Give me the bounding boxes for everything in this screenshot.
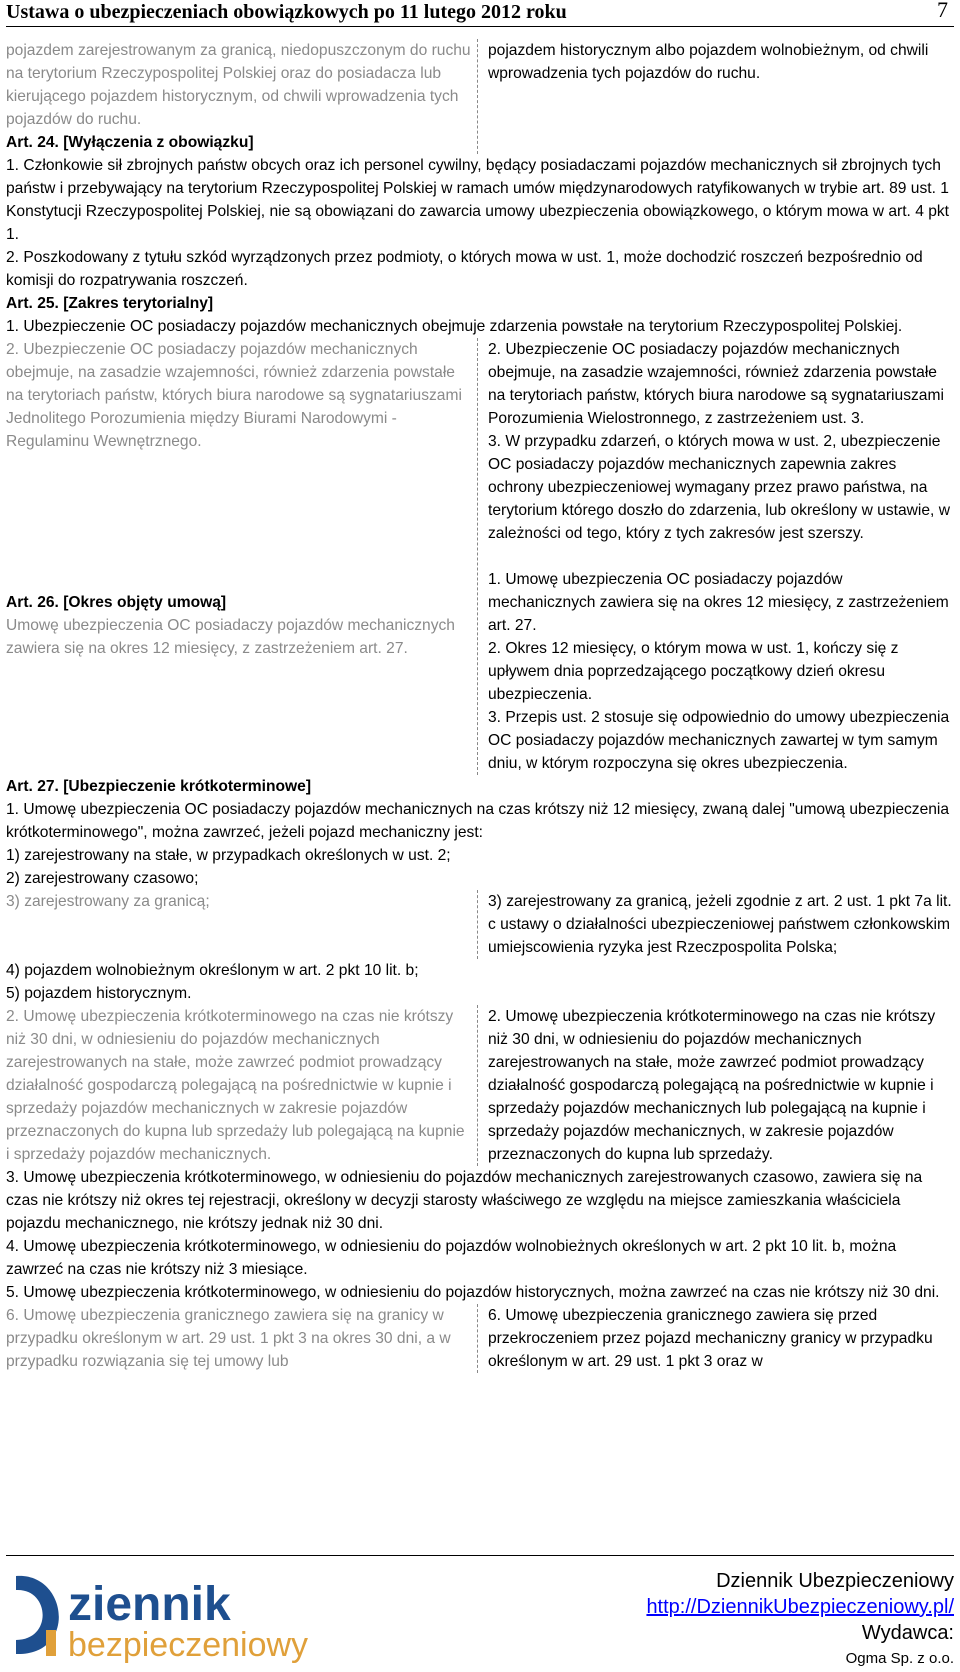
old-text: 2. Ubezpieczenie OC posiadaczy pojazdów mechanicznych obejmuje, na zasadzie wzajemności, również zdarzenia powstałe na terytoriach państw, których biura narodowe są sygnatariuszami Jednolitego Porozumienia między Biurami Narodowymi - Regulaminu Wewnętrznego.	[6, 341, 462, 450]
paragraph: 1. Członkowie sił zbrojnych państw obcych oraz ich personel cywilny, będący posiadaczami pojazdów mechanicznych sił zbrojnych tych państw i przebywający na terytorium Rzeczypospolitej Polskiej w ramach umów międzynarodowych ratyfikowanych w trybie art. 89 ust. 1 Konstytucji Rzeczypospolitej Polskiej, nie są obowiązani do zawarcia umowy ubezpieczenia obowiązkowego, o którym mowa w art. 4 pkt 1.	[6, 157, 950, 243]
new-text: 1. Umowę ubezpieczenia OC posiadaczy pojazdów mechanicznych zawiera się na okres 12 miesięcy, z zastrzeżeniem art. 27.	[488, 571, 949, 634]
page-header	[6, 0, 954, 27]
comparison-row	[6, 1304, 954, 1373]
new-text: 2. Umowę ubezpieczenia krótkoterminowego na czas nie krótszy niż 30 dni, w odniesieniu do pojazdów mechanicznych zarejestrowanych na stałe, może zawrzeć podmiot prowadzący działalność gospodarczą polegającą na pośrednictwie w kupnie i sprzedaży pojazdów mechanicznych lub polegającą na kupnie i sprzedaży pojazdów mechanicznych, w zakresie pojazdów przeznaczonych do kupna lub sprzedaży.	[488, 1008, 936, 1163]
article-heading: Art. 25. [Zakres terytorialny]	[6, 295, 214, 312]
list-item: 2) zarejestrowany czasowo;	[6, 870, 199, 887]
dziennik-logo	[8, 1568, 368, 1663]
article-heading: Art. 24. [Wyłączenia z obowiązku]	[6, 134, 254, 151]
comparison-row	[6, 1005, 954, 1166]
paragraph: 4. Umowę ubezpieczenia krótkoterminowego, w odniesieniu do pojazdów wolnobieżnych określonych w art. 2 pkt 10 lit. b, można zawrzeć na czas nie krótszy niż 3 miesiące.	[6, 1238, 897, 1278]
list-item: 4) pojazdem wolnobieżnym określonym w art. 2 pkt 10 lit. b;	[6, 962, 419, 979]
old-text: 6. Umowę ubezpieczenia granicznego zawiera się na granicy w przypadku określonym w art. 29 ust. 1 pkt 3 na okres 30 dni, a w przypadku rozwiązania się tej umowy lub	[6, 1307, 451, 1370]
page-footer	[6, 1555, 954, 1668]
new-text: 3) zarejestrowany za granicą, jeżeli zgodnie z art. 2 ust. 1 pkt 7a lit. c ustawy o działalności ubezpieczeniowej państwem członkowskim umiejscowienia ryzyka jest Rzeczpospolita Polska;	[488, 893, 952, 956]
document-title: Ustawa o ubezpieczeniach obowiązkowych po 11 lutego 2012 roku	[6, 1, 567, 23]
comparison-row	[6, 39, 954, 154]
old-text: 2. Umowę ubezpieczenia krótkoterminowego na czas nie krótszy niż 30 dni, w odniesieniu do pojazdów mechanicznych zarejestrowanych na stałe, może zawrzeć podmiot prowadzący działalność gospodarczą polegającą na pośrednictwie w kupnie i sprzedaży pojazdów mechanicznych w zakresie pojazdów przeznaczonych do kupna lub sprzedaży lub polegającą na kupnie i sprzedaży pojazdów mechanicznych.	[6, 1008, 465, 1163]
publisher-label: Wydawca:	[861, 1622, 954, 1644]
document-page	[6, 0, 954, 1373]
new-text: pojazdem historycznym albo pojazdem wolnobieżnym, od chwili wprowadzenia tych pojazdów do ruchu.	[488, 42, 929, 82]
comparison-row	[6, 890, 954, 959]
list-item: 1) zarejestrowany na stałe, w przypadkach określonych w ust. 2;	[6, 847, 451, 864]
paragraph: 1. Ubezpieczenie OC posiadaczy pojazdów mechanicznych obejmuje zdarzenia powstałe na terytorium Rzeczypospolitej Polskiej.	[6, 318, 903, 335]
footer-info	[646, 1568, 954, 1672]
paragraph: 3. Umowę ubezpieczenia krótkoterminowego, w odniesieniu do pojazdów mechanicznych zarejestrowanych czasowo, zawiera się na czas nie krótszy niż okres tej rejestracji, określony w decyzji starosty właściwego ze względu na miejsce zamieszkania właściciela pojazdu mechanicznego, nie krótszy jednak niż 30 dni.	[6, 1169, 923, 1232]
page-number: 7	[937, 0, 948, 22]
old-text: pojazdem zarejestrowanym za granicą, niedopuszczonym do ruchu na terytorium Rzeczypospolitej Polskiej oraz do posiadacza lub kierującego pojazdem historycznym, od chwili wprowadzenia tych pojazdów do ruchu.	[6, 42, 471, 128]
publication-name: Dziennik Ubezpieczeniowy	[716, 1570, 954, 1592]
new-text: 2. Okres 12 miesięcy, o którym mowa w ust. 1, kończy się z upływem dnia poprzedzającego początkowy dzień okresu ubezpieczenia.	[488, 640, 899, 703]
paragraph: 5. Umowę ubezpieczenia krótkoterminowego, w odniesieniu do pojazdów historycznych, można zawrzeć na czas nie krótszy niż 30 dni.	[6, 1284, 940, 1301]
comparison-row	[6, 338, 954, 775]
logo-text-top: ziennik	[68, 1578, 231, 1631]
new-text: 3. W przypadku zdarzeń, o których mowa w ust. 2, ubezpieczenie OC posiadaczy pojazdów mechanicznych zapewnia zakres ochrony ubezpieczeniowej wymagany przez prawo państwa, na terytorium którego doszło do zdarzenia, lub określony w ustawie, w zależności od tego, który z tych zakresów jest szerszy.	[488, 433, 950, 542]
old-text: 3) zarejestrowany za granicą;	[6, 893, 210, 910]
new-text: 3. Przepis ust. 2 stosuje się odpowiednio do umowy ubezpieczenia OC posiadaczy pojazdów mechanicznych zawartej w tym samym dniu, w którym rozpoczyna się okres ubezpieczenia.	[488, 709, 950, 772]
new-text: 6. Umowę ubezpieczenia granicznego zawiera się przed przekroczeniem przez pojazd mechaniczny granicy w przypadku określonym w art. 29 ust. 1 pkt 3 oraz w	[488, 1307, 933, 1370]
article-heading: Art. 26. [Okres objęty umową]	[6, 594, 227, 611]
old-text: Umowę ubezpieczenia OC posiadaczy pojazdów mechanicznych zawiera się na okres 12 miesięcy, z zastrzeżeniem art. 27.	[6, 617, 455, 657]
logo-text-bottom: bezpieczeniowy	[68, 1626, 309, 1663]
paragraph: 1. Umowę ubezpieczenia OC posiadaczy pojazdów mechanicznych na czas krótszy niż 12 miesięcy, zwaną dalej "umową ubezpieczenia krótkoterminowego", można zawrzeć, jeżeli pojazd mechaniczny jest:	[6, 801, 950, 841]
paragraph: 2. Poszkodowany z tytułu szkód wyrządzonych przez podmioty, o których mowa w ust. 1, może dochodzić roszczeń bezpośrednio od komisji do rozpatrywania roszczeń.	[6, 249, 923, 289]
website-link[interactable]: http://DziennikUbezpieczeniowy.pl/	[646, 1596, 954, 1618]
list-item: 5) pojazdem historycznym.	[6, 985, 192, 1002]
new-text: 2. Ubezpieczenie OC posiadaczy pojazdów mechanicznych obejmuje, na zasadzie wzajemności, również zdarzenia powstałe na terytoriach państw, których biura narodowe są sygnatariuszami Porozumienia Wielostronnego, z zastrzeżeniem ust. 3.	[488, 341, 944, 427]
article-heading: Art. 27. [Ubezpieczenie krótkoterminowe]	[6, 778, 312, 795]
publisher-name: Ogma Sp. z o.o.	[845, 1650, 954, 1667]
